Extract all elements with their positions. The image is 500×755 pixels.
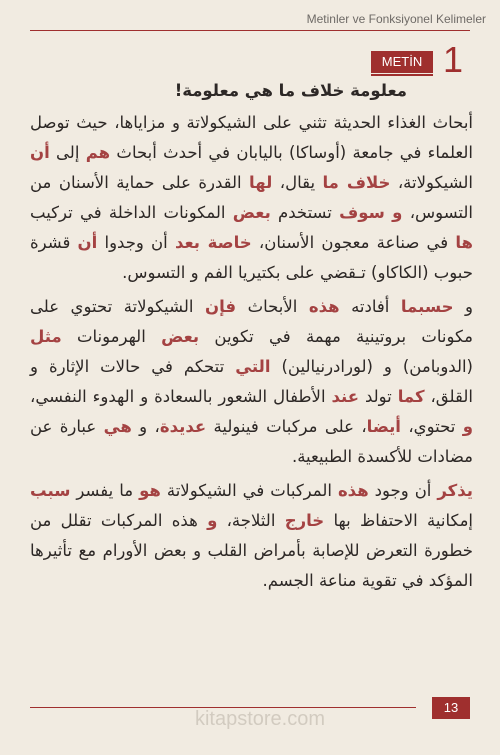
article-paragraphs — [30, 108, 473, 596]
highlighted-word: التي — [235, 357, 271, 376]
text-run: تستخدم — [270, 203, 340, 222]
highlighted-word: هذه — [308, 297, 340, 316]
article-body — [30, 76, 473, 600]
text-run: إمكانية الاحتفاظ بها — [324, 511, 474, 530]
highlighted-word: لها — [249, 173, 273, 192]
highlighted-word: هم — [85, 143, 111, 162]
highlighted-word: سوف — [339, 203, 385, 222]
article-title: معلومة خلاف ما هي معلومة! — [174, 81, 407, 100]
text-run: إلى — [49, 143, 86, 162]
highlighted-word: خلاف ما — [322, 173, 391, 192]
text-run: و — [453, 297, 473, 316]
highlighted-word: أن — [30, 143, 50, 162]
highlighted-word: خارج — [284, 511, 325, 530]
text-run: عبارة عن مضادات للأكسدة الطبيعية. — [30, 417, 473, 466]
text-run: (الدوبامن) و (لورادرنيالين) — [270, 357, 473, 376]
text-run: المكونات الداخلة في تركيب — [30, 203, 233, 222]
highlighted-word: مثل — [30, 327, 62, 346]
text-run: قشرة حبوب (الكاكاو) تـقضي على بكتيريا الفم و التسوس. — [30, 233, 473, 282]
section-label: METİN — [371, 51, 433, 73]
text-run: تحتوي، — [400, 417, 463, 436]
watermark: kitapstore.com — [194, 708, 326, 730]
highlighted-word: حسبما — [400, 297, 454, 316]
text-run: أبحاث الغذاء الحديثة تثني على الشيكولاتة و مزاياها، حيث توصل العلماء في جامعة (أوساكا) باليابان في أحدث أبحاث — [30, 113, 473, 162]
text-run: الأطفال الشعور بالسعادة و الهدوء النفسي، — [30, 387, 332, 406]
text-run: أفادته — [339, 297, 401, 316]
text-run: يقال، — [272, 173, 323, 192]
highlighted-word: كما — [397, 387, 425, 406]
highlighted-word: أن — [77, 233, 98, 252]
highlighted-word: و — [207, 511, 218, 530]
text-run: أن وجدوا — [97, 233, 175, 252]
text-run: الشيكولاتة تحتوي على مكونات بروتينية مهمة في تكوين — [30, 297, 473, 346]
text-run: ، على مركبات فينولية — [206, 417, 367, 436]
highlighted-word: هذه — [337, 481, 369, 500]
text-run: ما يفسر — [70, 481, 140, 500]
text-run: تولد — [359, 387, 398, 406]
text-run: الشيكولاتة، — [390, 173, 473, 192]
section-number: 1 — [442, 39, 464, 80]
highlighted-word: سبب — [30, 481, 71, 500]
highlighted-word: و — [392, 203, 403, 222]
paragraph — [30, 292, 473, 472]
highlighted-word: هو — [139, 481, 161, 500]
highlighted-word: هي — [103, 417, 132, 436]
paragraph — [30, 476, 473, 596]
text-run: ، و — [131, 417, 160, 436]
text-run: الثلاجة، — [217, 511, 285, 530]
highlighted-word: بعض — [232, 203, 271, 222]
running-header: Metinler ve Fonksiyonel Kelimeler — [306, 12, 486, 26]
highlighted-word: أيضا — [366, 417, 401, 436]
highlighted-word: فإن — [204, 297, 237, 316]
highlighted-word: عند — [331, 387, 360, 406]
text-run: الهرمونات — [61, 327, 162, 346]
text-run: في صناعة معجون الأسنان، — [251, 233, 456, 252]
highlighted-word: عديدة — [159, 417, 207, 436]
header-divider — [30, 30, 470, 31]
highlighted-word: ها — [455, 233, 473, 252]
text-run: الأبحاث — [236, 297, 309, 316]
paragraph — [30, 108, 473, 288]
text-run: تتحكم في حالات الإثارة و القلق، — [30, 357, 473, 406]
text-run: هذه المركبات تقلل من خطورة التعرض للإصابة بأمراض القلب و بعض الأورام مع تأثيرها المؤكد في تقوية مناعة الجسم. — [30, 511, 473, 590]
text-run: القدرة على حماية الأسنان من التسوس، — [30, 173, 474, 222]
highlighted-word: خاصة بعد — [174, 233, 252, 252]
page-number: 13 — [432, 697, 470, 719]
text-run: المركبات في الشيكولاتة — [160, 481, 338, 500]
highlighted-word: يذكر — [437, 481, 473, 500]
highlighted-word: بعض — [161, 327, 200, 346]
highlighted-word: و — [462, 417, 473, 436]
text-run: أن وجود — [368, 481, 438, 500]
